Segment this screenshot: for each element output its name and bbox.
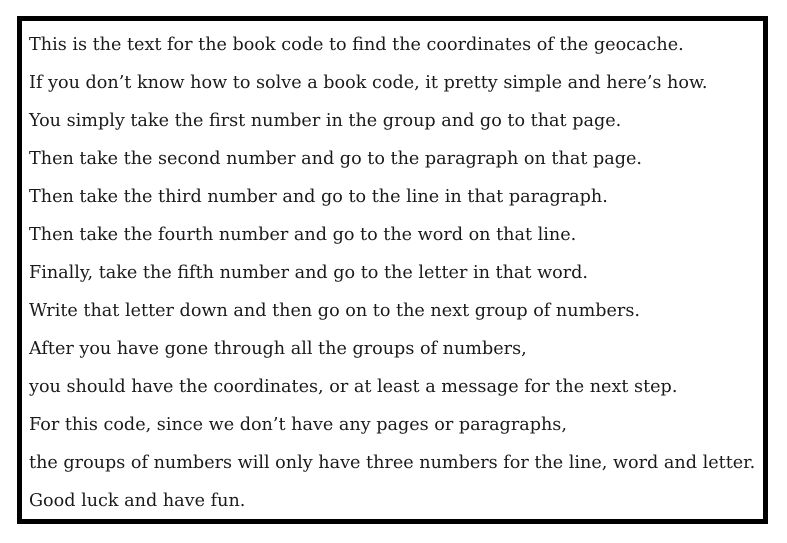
text-line: Then take the fourth number and go to the word on that line. — [29, 225, 577, 245]
text-line: If you don’t know how to solve a book code, it pretty simple and here’s how. — [29, 73, 708, 93]
text-line: Write that letter down and then go on to the next group of numbers. — [29, 301, 640, 321]
text-line: For this code, since we don’t have any pages or paragraphs, — [29, 415, 567, 435]
text-line: Then take the third number and go to the line in that paragraph. — [29, 187, 608, 207]
text-line: Then take the second number and go to the paragraph on that page. — [29, 149, 642, 169]
text-line: This is the text for the book code to find the coordinates of the geocache. — [29, 35, 684, 55]
instruction-lines — [29, 30, 755, 524]
text-line: Finally, take the fifth number and go to the letter in that word. — [29, 263, 588, 283]
text-line: Good luck and have fun. — [29, 491, 246, 511]
text-line: After you have gone through all the groups of numbers, — [29, 339, 527, 359]
text-line: You simply take the first number in the group and go to that page. — [29, 111, 622, 131]
text-box — [17, 16, 768, 524]
text-line: you should have the coordinates, or at least a message for the next step. — [29, 377, 678, 397]
text-line: the groups of numbers will only have three numbers for the line, word and letter. — [29, 453, 756, 473]
